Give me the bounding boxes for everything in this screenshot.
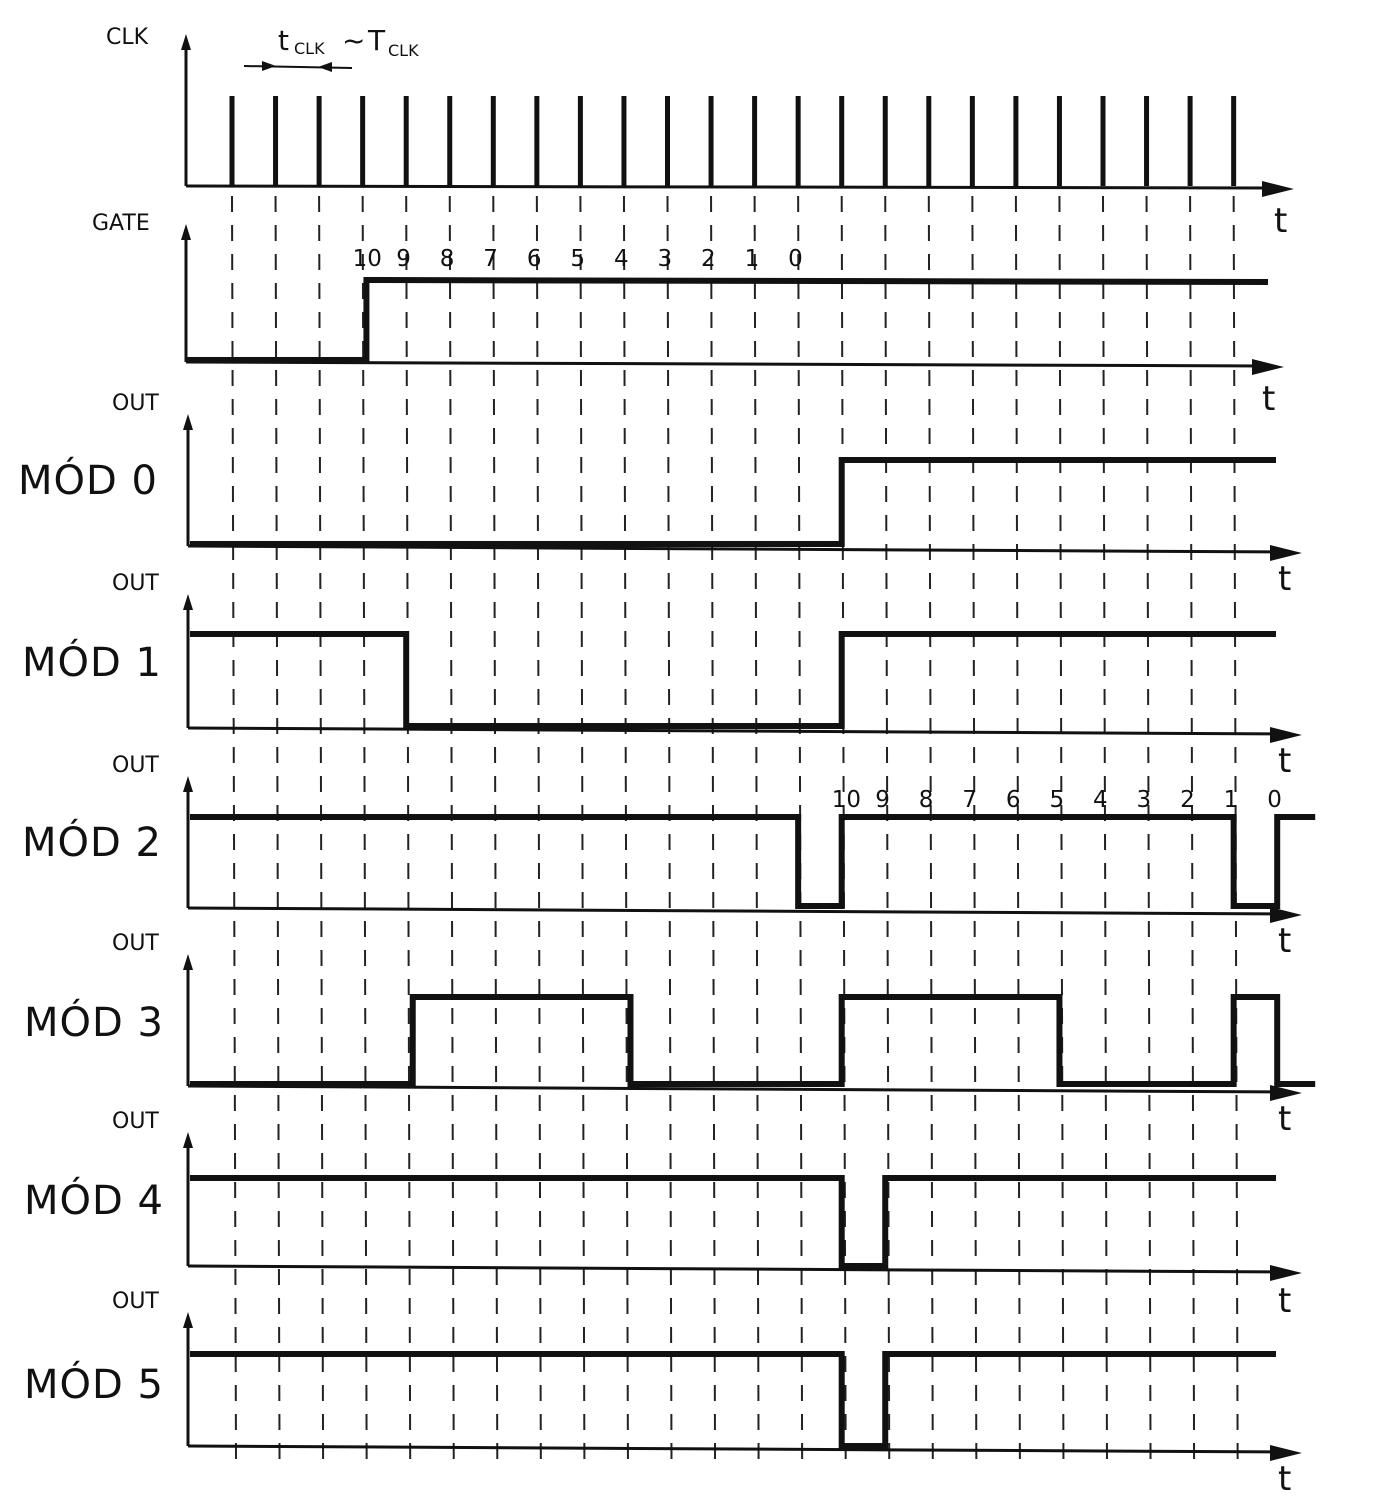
clk-period-annotation bbox=[244, 24, 419, 72]
clock-edge-guide bbox=[885, 196, 889, 1462]
out-waveform bbox=[190, 997, 1315, 1084]
clock-edge-guide bbox=[711, 196, 715, 1462]
clock-edge-guide bbox=[972, 196, 976, 1462]
mode-count-label: 7 bbox=[962, 787, 977, 813]
gate-row bbox=[92, 211, 1284, 419]
clk-pulses bbox=[232, 96, 1234, 186]
out-axis-t-label: t bbox=[1278, 1099, 1292, 1139]
clock-edge-guide bbox=[319, 196, 323, 1462]
gate-waveform bbox=[186, 280, 1268, 360]
period-label-T: T bbox=[368, 24, 386, 57]
out-time-arrow bbox=[1270, 1265, 1302, 1281]
out-label: OUT bbox=[112, 753, 159, 778]
clk-axis-t-label: t bbox=[1274, 201, 1288, 241]
out-vertical-arrow bbox=[183, 954, 193, 970]
clock-edge-guide bbox=[537, 196, 541, 1462]
gate-count-label: 5 bbox=[570, 246, 586, 272]
mode-row bbox=[24, 1109, 1302, 1321]
clock-edge-guide bbox=[232, 196, 236, 1462]
mode-label: MÓD 3 bbox=[24, 1000, 164, 1046]
out-label: OUT bbox=[112, 571, 159, 596]
out-waveform bbox=[190, 1354, 1276, 1446]
mode-count-label: 10 bbox=[831, 787, 861, 813]
out-axis-t-label: t bbox=[1278, 559, 1292, 599]
clock-edge-guide bbox=[406, 196, 410, 1462]
gate-count-label: 9 bbox=[396, 246, 411, 272]
mode-count-label: 5 bbox=[1049, 787, 1065, 813]
out-axis-t-label: t bbox=[1278, 1281, 1292, 1321]
out-time-axis bbox=[188, 1446, 1284, 1452]
clk-vertical-arrow bbox=[181, 34, 191, 50]
clk-time-arrow bbox=[1262, 181, 1294, 197]
out-vertical-arrow bbox=[183, 1312, 193, 1328]
gate-count-label: 4 bbox=[613, 246, 629, 272]
gate-vertical-arrow bbox=[181, 224, 191, 240]
period-label-tilde: ~ bbox=[342, 24, 366, 57]
gate-time-arrow bbox=[1252, 359, 1284, 375]
out-waveform bbox=[190, 460, 1276, 544]
out-vertical-arrow bbox=[183, 594, 193, 610]
clock-edge-guide bbox=[450, 196, 454, 1462]
out-waveform bbox=[190, 1178, 1276, 1266]
mode-label: MÓD 2 bbox=[22, 820, 162, 866]
mode-label: MÓD 5 bbox=[24, 1362, 164, 1408]
clock-edge-guide bbox=[929, 196, 933, 1462]
mode-count-label: 8 bbox=[918, 787, 934, 813]
clock-edge-guide bbox=[493, 196, 497, 1462]
period-arrow-left bbox=[318, 62, 332, 72]
clock-edge-guide bbox=[580, 196, 584, 1462]
mode-count-label: 1 bbox=[1223, 787, 1239, 813]
out-axis-t-label: t bbox=[1278, 741, 1292, 781]
mode-count-label: 6 bbox=[1005, 787, 1021, 813]
out-time-axis bbox=[188, 1266, 1284, 1272]
clock-edge-guide bbox=[755, 196, 759, 1462]
mode-label: MÓD 4 bbox=[24, 1178, 164, 1224]
gate-count-label: 2 bbox=[701, 246, 716, 272]
mode-row bbox=[22, 571, 1302, 781]
gate-count-labels bbox=[353, 246, 803, 272]
gate-label: GATE bbox=[92, 211, 150, 236]
gate-count-label: 3 bbox=[657, 246, 673, 272]
out-axis-t-label: t bbox=[1278, 1459, 1292, 1499]
clock-edge-guide bbox=[624, 196, 628, 1462]
mode-count-label: 3 bbox=[1136, 787, 1152, 813]
mode-count-label: 9 bbox=[875, 787, 890, 813]
out-label: OUT bbox=[112, 1109, 159, 1134]
period-label-t: t bbox=[278, 24, 289, 57]
gate-count-label: 1 bbox=[744, 246, 760, 272]
gate-axis-t-label: t bbox=[1262, 379, 1276, 419]
period-label-T-sub: CLK bbox=[388, 41, 419, 60]
out-axis-t-label: t bbox=[1278, 921, 1292, 961]
out-waveform bbox=[190, 634, 1276, 726]
mode-count-label: 0 bbox=[1267, 787, 1282, 813]
period-dimension-line bbox=[244, 66, 352, 68]
out-time-axis bbox=[188, 908, 1284, 914]
gate-count-label: 7 bbox=[483, 246, 498, 272]
mode-count-label: 2 bbox=[1180, 787, 1195, 813]
gate-count-label: 6 bbox=[526, 246, 542, 272]
gate-count-label: 0 bbox=[788, 246, 803, 272]
period-label-t-sub: CLK bbox=[294, 39, 325, 58]
out-vertical-arrow bbox=[183, 776, 193, 792]
out-vertical-arrow bbox=[183, 414, 193, 430]
clock-edge-guide bbox=[276, 196, 280, 1462]
clock-edge-guide bbox=[1016, 196, 1020, 1462]
period-arrow-right bbox=[262, 61, 276, 71]
clk-row bbox=[106, 24, 1294, 241]
mode-label: MÓD 0 bbox=[18, 458, 158, 504]
clock-edge-guide bbox=[363, 196, 367, 1462]
out-label: OUT bbox=[112, 391, 159, 416]
mode-label: MÓD 1 bbox=[22, 640, 162, 686]
clock-edge-guide bbox=[668, 196, 672, 1462]
gate-count-label: 8 bbox=[439, 246, 455, 272]
clk-label: CLK bbox=[106, 25, 149, 50]
mode-row bbox=[24, 1289, 1302, 1499]
out-label: OUT bbox=[112, 931, 159, 956]
out-waveform bbox=[190, 817, 1315, 906]
out-vertical-arrow bbox=[183, 1132, 193, 1148]
mode-count-label: 4 bbox=[1093, 787, 1108, 813]
mode-row bbox=[18, 391, 1302, 599]
clk-time-axis bbox=[186, 186, 1280, 188]
mode-rows bbox=[18, 391, 1315, 1499]
gate-count-label: 10 bbox=[352, 246, 382, 272]
out-label: OUT bbox=[112, 1289, 159, 1314]
